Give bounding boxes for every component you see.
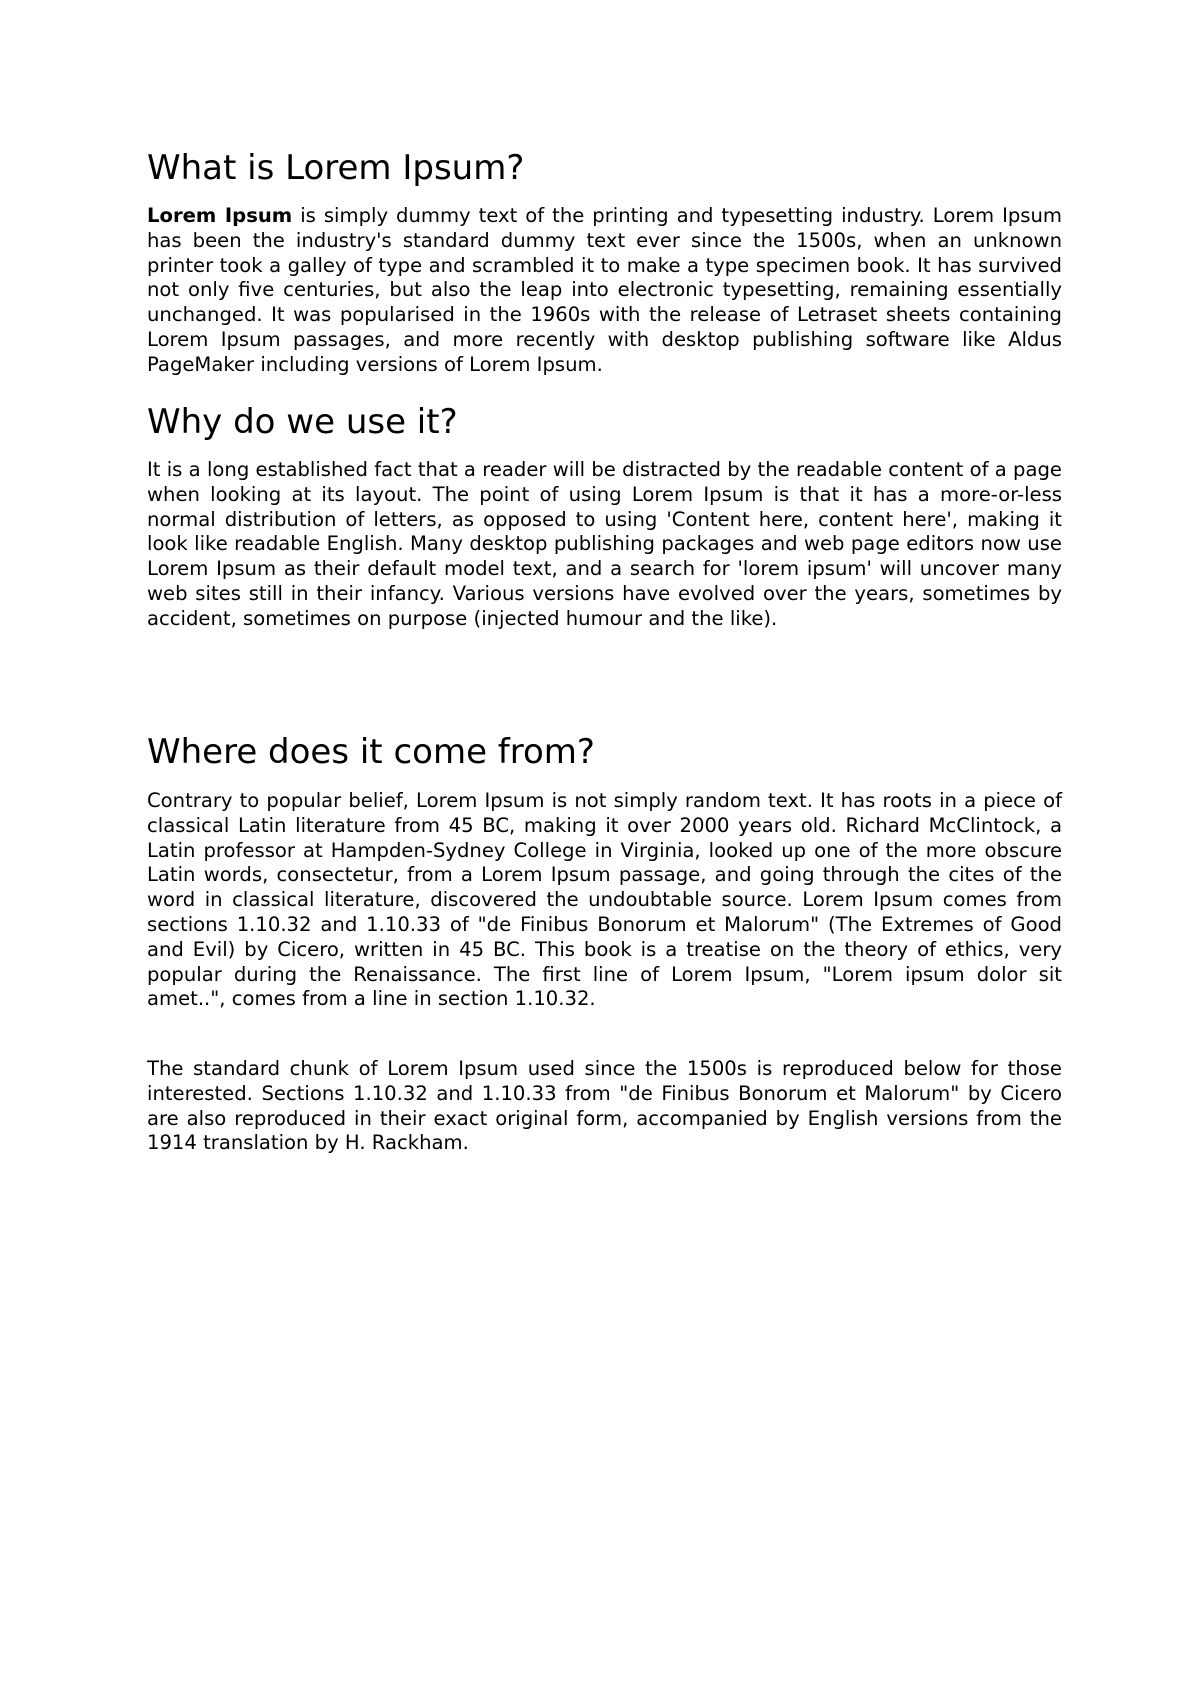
paragraph-what-is-lorem-ipsum [147, 204, 1062, 378]
lead-bold-text: Lorem Ipsum [147, 204, 293, 227]
heading-what-is-lorem-ipsum: What is Lorem Ipsum? [147, 148, 525, 188]
heading-where-does-it-come-from: Where does it come from? [147, 732, 595, 772]
paragraph-body-text: is simply dummy text of the printing and typesetting industry. Lorem Ipsum has been the industry's standard dummy text ever since the 1500s, when an unknown printer took a galley of type and scrambled it to make a type specimen book. It has survived not only five centuries, but also the leap into electronic typesetting, remaining essentially unchanged. It was popularised in the 1960s with the release of Letraset sheets containing Lorem Ipsum passages, and more recently with desktop publishing software like Aldus PageMaker including versions of Lorem Ipsum. [147, 204, 1062, 376]
paragraph-where-does-it-come-from-2: The standard chunk of Lorem Ipsum used since the 1500s is reproduced below for those interested. Sections 1.10.32 and 1.10.33 from "de Finibus Bonorum et Malorum" by Cicero are also reproduced in their exact original form, accompanied by English versions from the 1914 translation by H. Rackham. [147, 1057, 1062, 1155]
heading-why-do-we-use-it: Why do we use it? [147, 402, 458, 442]
paragraph-why-do-we-use-it: It is a long established fact that a reader will be distracted by the readable content of a page when looking at its layout. The point of using Lorem Ipsum is that it has a more-or-less normal distribution of letters, as opposed to using 'Content here, content here', making it look like readable English. Many desktop publishing packages and web page editors now use Lorem Ipsum as their default model text, and a search for 'lorem ipsum' will uncover many web sites still in their infancy. Various versions have evolved over the years, sometimes by accident, sometimes on purpose (injected humour and the like). [147, 458, 1062, 630]
paragraph-where-does-it-come-from-1: Contrary to popular belief, Lorem Ipsum is not simply random text. It has roots in a piece of classical Latin literature from 45 BC, making it over 2000 years old. Richard McClintock, a Latin professor at Hampden-Sydney College in Virginia, looked up one of the more obscure Latin words, consectetur, from a Lorem Ipsum passage, and going through the cites of the word in classical literature, discovered the undoubtable source. Lorem Ipsum comes from sections 1.10.32 and 1.10.33 of "de Finibus Bonorum et Malorum" (The Extremes of Good and Evil) by Cicero, written in 45 BC. This book is a treatise on the theory of ethics, very popular during the Renaissance. The first line of Lorem Ipsum, "Lorem ipsum dolor sit amet..", comes from a line in section 1.10.32. [147, 789, 1062, 1011]
